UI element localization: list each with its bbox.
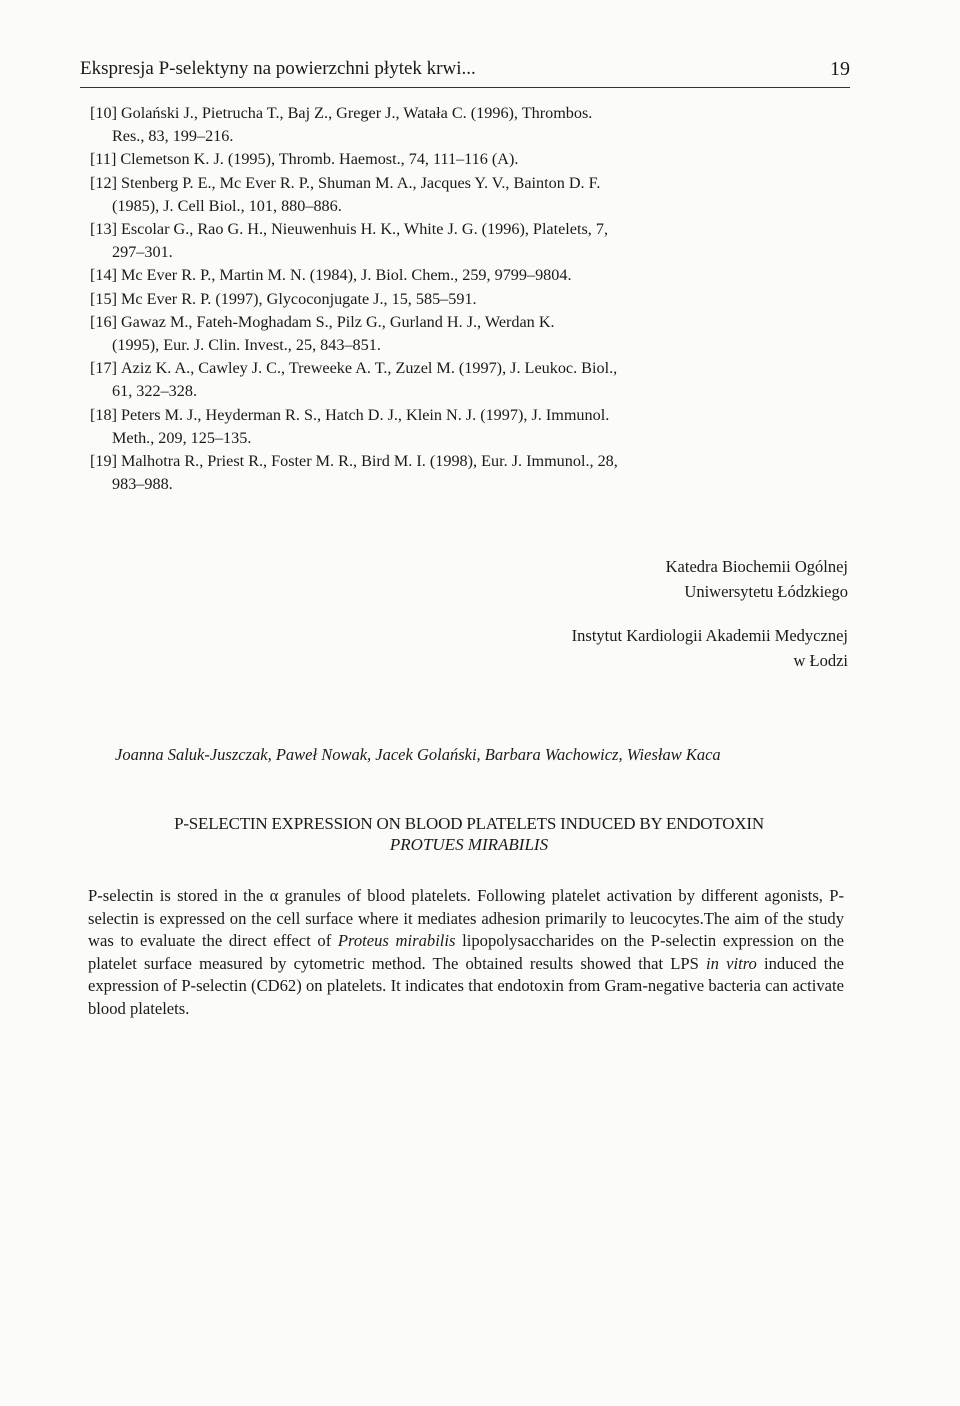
reference-text: Stenberg P. E., Mc Ever R. P., Shuman M. A., Jacques Y. V., Bainton D. F. <box>120 173 601 192</box>
reference-number: [14] <box>90 266 117 285</box>
affiliation-line: Uniwersytetu Łódzkiego <box>684 581 848 601</box>
reference-text-cont: Meth., 209, 125–135. <box>112 428 252 447</box>
reference-text-cont: 61, 322–328. <box>112 382 197 401</box>
article-title <box>88 813 850 855</box>
reference-text: Malhotra R., Priest R., Foster M. R., Bird M. I. (1998), Eur. J. Immunol., 28, <box>120 452 618 471</box>
running-title: Ekspresja P-selektyny na powierzchni płytek krwi... <box>80 58 476 79</box>
reference-text-cont: (1995), Eur. J. Clin. Invest., 25, 843–851. <box>112 336 381 355</box>
reference-text-cont: 297–301. <box>112 243 173 262</box>
affiliation-2 <box>448 624 848 673</box>
reference-number: [10] <box>90 104 117 122</box>
reference-item <box>90 311 850 357</box>
reference-item <box>90 404 850 450</box>
reference-number: [18] <box>90 405 117 424</box>
header-rule <box>80 87 850 88</box>
reference-text-cont: (1985), J. Cell Biol., 101, 880–886. <box>112 196 342 215</box>
reference-text: Mc Ever R. P. (1997), Glycoconjugate J., 15, 585–591. <box>120 289 477 308</box>
abstract-paragraph <box>88 885 844 1021</box>
reference-text-cont: Res., 83, 199–216. <box>112 127 234 146</box>
abstract-text: lipopolysaccharides on the P-selectin expression on the platelet surface measured by cytometric method. The obtained results showed that LPS <box>88 931 844 973</box>
abstract-text: induced the expression of P-selectin (CD62) on platelets. It indicates that endotoxin from Gram-negative bacteria can activate blood platelets. <box>88 953 844 1018</box>
reference-list <box>90 102 850 496</box>
reference-number: [16] <box>90 312 117 331</box>
reference-item <box>90 357 850 403</box>
reference-item <box>90 218 850 264</box>
author-list: Joanna Saluk-Juszczak, Paweł Nowak, Jacek Golański, Barbara Wachowicz, Wiesław Kaca <box>115 745 721 764</box>
reference-number: [13] <box>90 220 117 239</box>
reference-number: [19] <box>90 452 117 471</box>
page-header <box>80 58 850 86</box>
reference-number: [12] <box>90 173 117 192</box>
affiliation-line: Instytut Kardiologii Akademii Medycznej <box>571 626 848 645</box>
abstract <box>88 885 844 1021</box>
affiliation-line: w Łodzi <box>793 650 848 670</box>
reference-text: Peters M. J., Heyderman R. S., Hatch D. J., Klein N. J. (1997), J. Immunol. <box>120 405 610 424</box>
abstract-italic: Proteus mirabilis <box>337 931 456 951</box>
reference-item <box>90 288 850 311</box>
title-line-italic: PROTUES MIRABILIS <box>389 835 549 854</box>
reference-number: [15] <box>90 289 117 308</box>
title-line: P-SELECTIN EXPRESSION ON BLOOD PLATELETS INDUCED BY ENDOTOXIN <box>174 814 764 833</box>
affiliation-1 <box>448 555 848 604</box>
reference-item <box>90 172 850 218</box>
reference-number: [11] <box>90 150 117 169</box>
reference-item <box>90 450 850 496</box>
reference-item <box>90 102 850 148</box>
reference-item <box>90 264 850 287</box>
reference-number: [17] <box>90 359 117 378</box>
reference-text: Aziz K. A., Cawley J. C., Treweeke A. T., Zuzel M. (1997), J. Leukoc. Biol., <box>120 359 618 378</box>
abstract-italic: in vitro <box>706 953 757 973</box>
abstract-text: P-selectin is stored in the α granules of blood platelets. Following platelet activation by different agonists, P-selectin is expressed on the cell surface where it mediates adhesion primarily to leucocytes.The aim of the study was to evaluate the direct effect of <box>88 886 844 951</box>
affiliation-line: Katedra Biochemii Ogólnej <box>665 557 848 576</box>
page-number: 19 <box>830 58 850 80</box>
reference-text: Clemetson K. J. (1995), Thromb. Haemost., 74, 111–116 (A). <box>120 150 519 169</box>
reference-text-cont: 983–988. <box>112 475 173 494</box>
reference-text: Mc Ever R. P., Martin M. N. (1984), J. Biol. Chem., 259, 9799–9804. <box>120 266 572 285</box>
reference-text: Golański J., Pietrucha T., Baj Z., Greger J., Watała C. (1996), Thrombos. <box>120 104 593 122</box>
reference-text: Gawaz M., Fateh-Moghadam S., Pilz G., Gurland H. J., Werdan K. <box>120 312 555 331</box>
reference-item <box>90 148 850 171</box>
reference-text: Escolar G., Rao G. H., Nieuwenhuis H. K., White J. G. (1996), Platelets, 7, <box>120 220 609 239</box>
